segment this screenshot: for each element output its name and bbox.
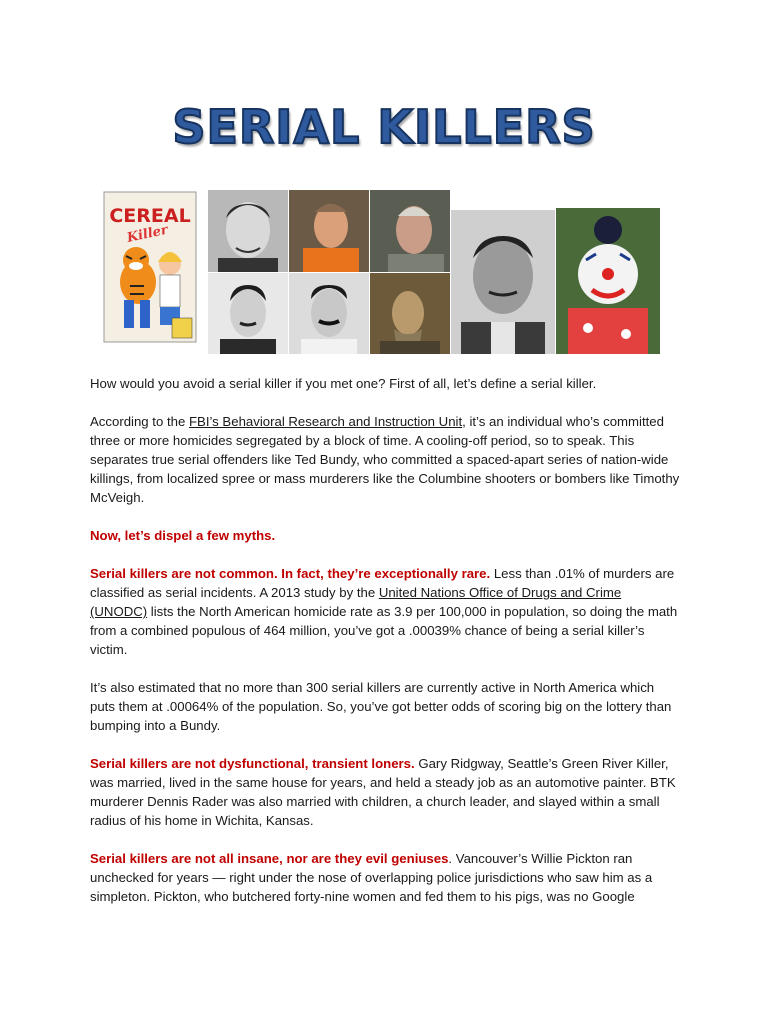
clown-photo — [556, 208, 660, 354]
article-body — [90, 374, 680, 925]
page-title: SERIAL KILLERS — [172, 100, 596, 154]
paragraph-myth-loners: Serial killers are not dysfunctional, transient loners. Gary Ridgway, Seattle’s Green River Killer, was married, lived in the same house for years, and held a steady job as an automotive painter. BTK murderer Dennis Rader was also married with children, a church leader, and slayed within a small radius of his home in Wichita, Kansas. — [90, 756, 676, 828]
portrait-photo — [289, 273, 369, 354]
paragraph-myth-common: Serial killers are not common. In fact, they’re exceptionally rare. Less than .01% of murders are classified as serial incidents. A 2013 study by the United Nations Office of Drugs and Crime (UNODC) lists the North American homicide rate as 3.9 per 100,000 in population, so doing the math from a combined populous of 464 million, you’ve got a .00039% chance of being a serial killer’s victim. — [90, 566, 678, 657]
paragraph-intro: How would you avoid a serial killer if you met one? First of all, let’s define a serial killer. — [90, 376, 597, 391]
paragraph-myths-heading: Now, let’s dispel a few myths. — [90, 528, 276, 543]
unodc-link[interactable]: United Nations Office of Drugs and Crime (UNODC) — [90, 585, 622, 619]
portrait-photo — [289, 190, 369, 272]
portrait-photo-large — [451, 210, 555, 354]
portrait-photo — [208, 190, 288, 272]
fbi-unit-link[interactable]: FBI’s Behavioral Research and Instruction Unit — [188, 414, 463, 429]
portrait-photo — [208, 273, 288, 354]
photo-collage — [90, 186, 662, 358]
paragraph-myth-insane: Serial killers are not all insane, nor are they evil geniuses. Vancouver’s Willie Pickton ran unchecked for years — right under the nose of overlapping police jurisdictions who saw him as a simpleton. Pickton, who butchered forty-nine women and fed them to his pigs, was no Google — [90, 851, 653, 904]
portrait-photo — [370, 273, 450, 354]
cereal-logo-text: CEREAL — [109, 205, 191, 227]
paragraph-estimate: It’s also estimated that no more than 300 serial killers are currently active in North America which puts them at .00064% of the population. So, you’ve got better odds of scoring big on the lottery than bumping into a Bundy. — [90, 680, 672, 733]
cereal-box-image — [100, 190, 200, 344]
paragraph-definition: According to the FBI’s Behavioral Research and Instruction Unit, it’s an individual who’s committed three or more homicides segregated by a block of time. A cooling-off period, so to speak. This separates true serial offenders like Ted Bundy, who committed a spaced-apart series of nation-wide killings, from localized spree or mass murderers like the Columbine shooters or bombers like Timothy McVeigh. — [90, 414, 680, 505]
portrait-photo — [370, 190, 450, 272]
cereal-script-text: Killer — [125, 222, 170, 246]
